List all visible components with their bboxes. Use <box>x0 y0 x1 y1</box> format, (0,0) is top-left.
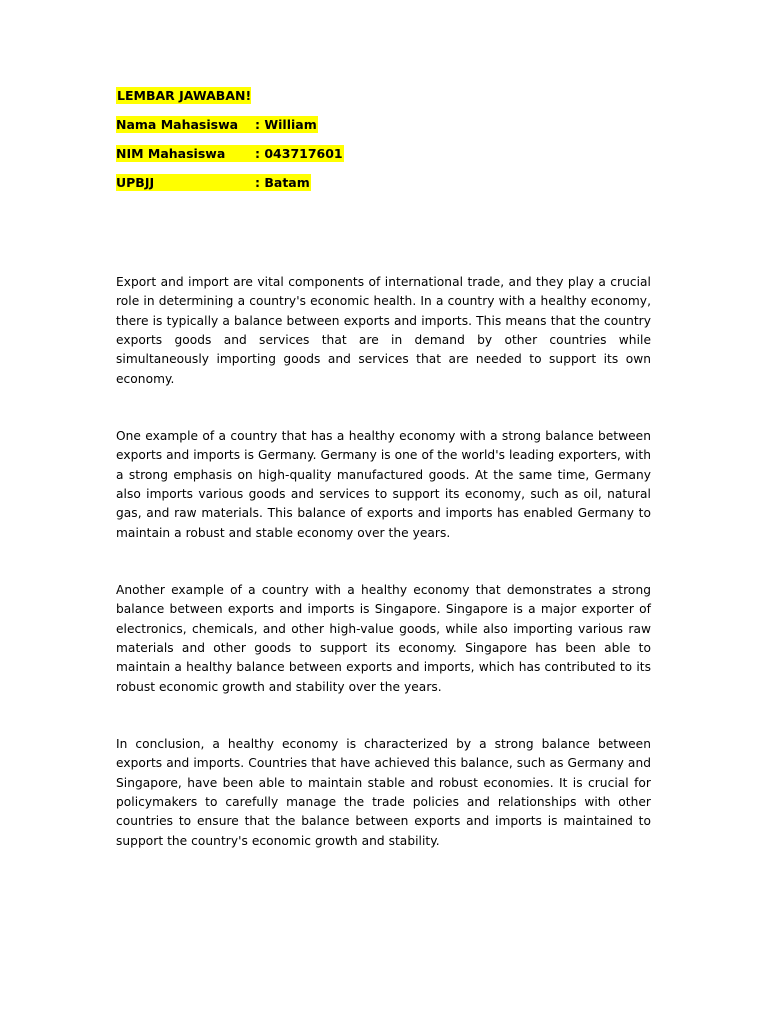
sheet-title: LEMBAR JAWABAN! <box>117 88 252 103</box>
student-name-label: Nama Mahasiswa <box>116 116 255 133</box>
upbjj-label: UPBJJ <box>116 174 255 191</box>
student-id-label: NIM Mahasiswa <box>116 145 255 162</box>
upbjj-value: : Batam <box>255 175 310 190</box>
paragraph-germany: One example of a country that has a healthy economy with a strong balance between exports and imports is Germany. Germany is one of the world's leading exporters, with a strong emphasis on high-quality manufactured goods. At the same time, Germany also imports various goods and services to support its economy, such as oil, natural gas, and raw materials. This balance of exports and imports has enabled Germany to maintain a robust and stable economy over the years. <box>116 429 651 540</box>
paragraph-singapore: Another example of a country with a healthy economy that demonstrates a strong balance between exports and imports is Singapore. Singapore is a major exporter of electronics, chemicals, and other high-value goods, while also importing various raw materials and other goods to support its economy. Singapore has been able to maintain a healthy balance between exports and imports, which has contributed to its robust economic growth and stability over the years. <box>116 583 651 694</box>
paragraph-intro: Export and import are vital components of international trade, and they play a crucial role in determining a country's economic health. In a country with a healthy economy, there is typically a balance between exports and imports. This means that the country exports goods and services that are in demand by other countries while simultaneously importing goods and services that are needed to support its own economy. <box>116 275 651 386</box>
upbjj-row <box>116 174 416 203</box>
student-id-value: : 043717601 <box>255 146 343 161</box>
student-id-row <box>116 145 416 174</box>
student-name-value: : William <box>255 117 317 132</box>
answer-sheet-header <box>116 87 416 203</box>
header-title-line <box>116 87 416 116</box>
paragraph-conclusion: In conclusion, a healthy economy is characterized by a strong balance between exports and imports. Countries that have achieved this balance, such as Germany and Singapore, have been able to maintain stable and robust economies. It is crucial for policymakers to carefully manage the trade policies and relationships with other countries to ensure that the balance between exports and imports is maintained to support the country's economic growth and stability. <box>116 737 651 848</box>
student-name-row <box>116 116 416 145</box>
